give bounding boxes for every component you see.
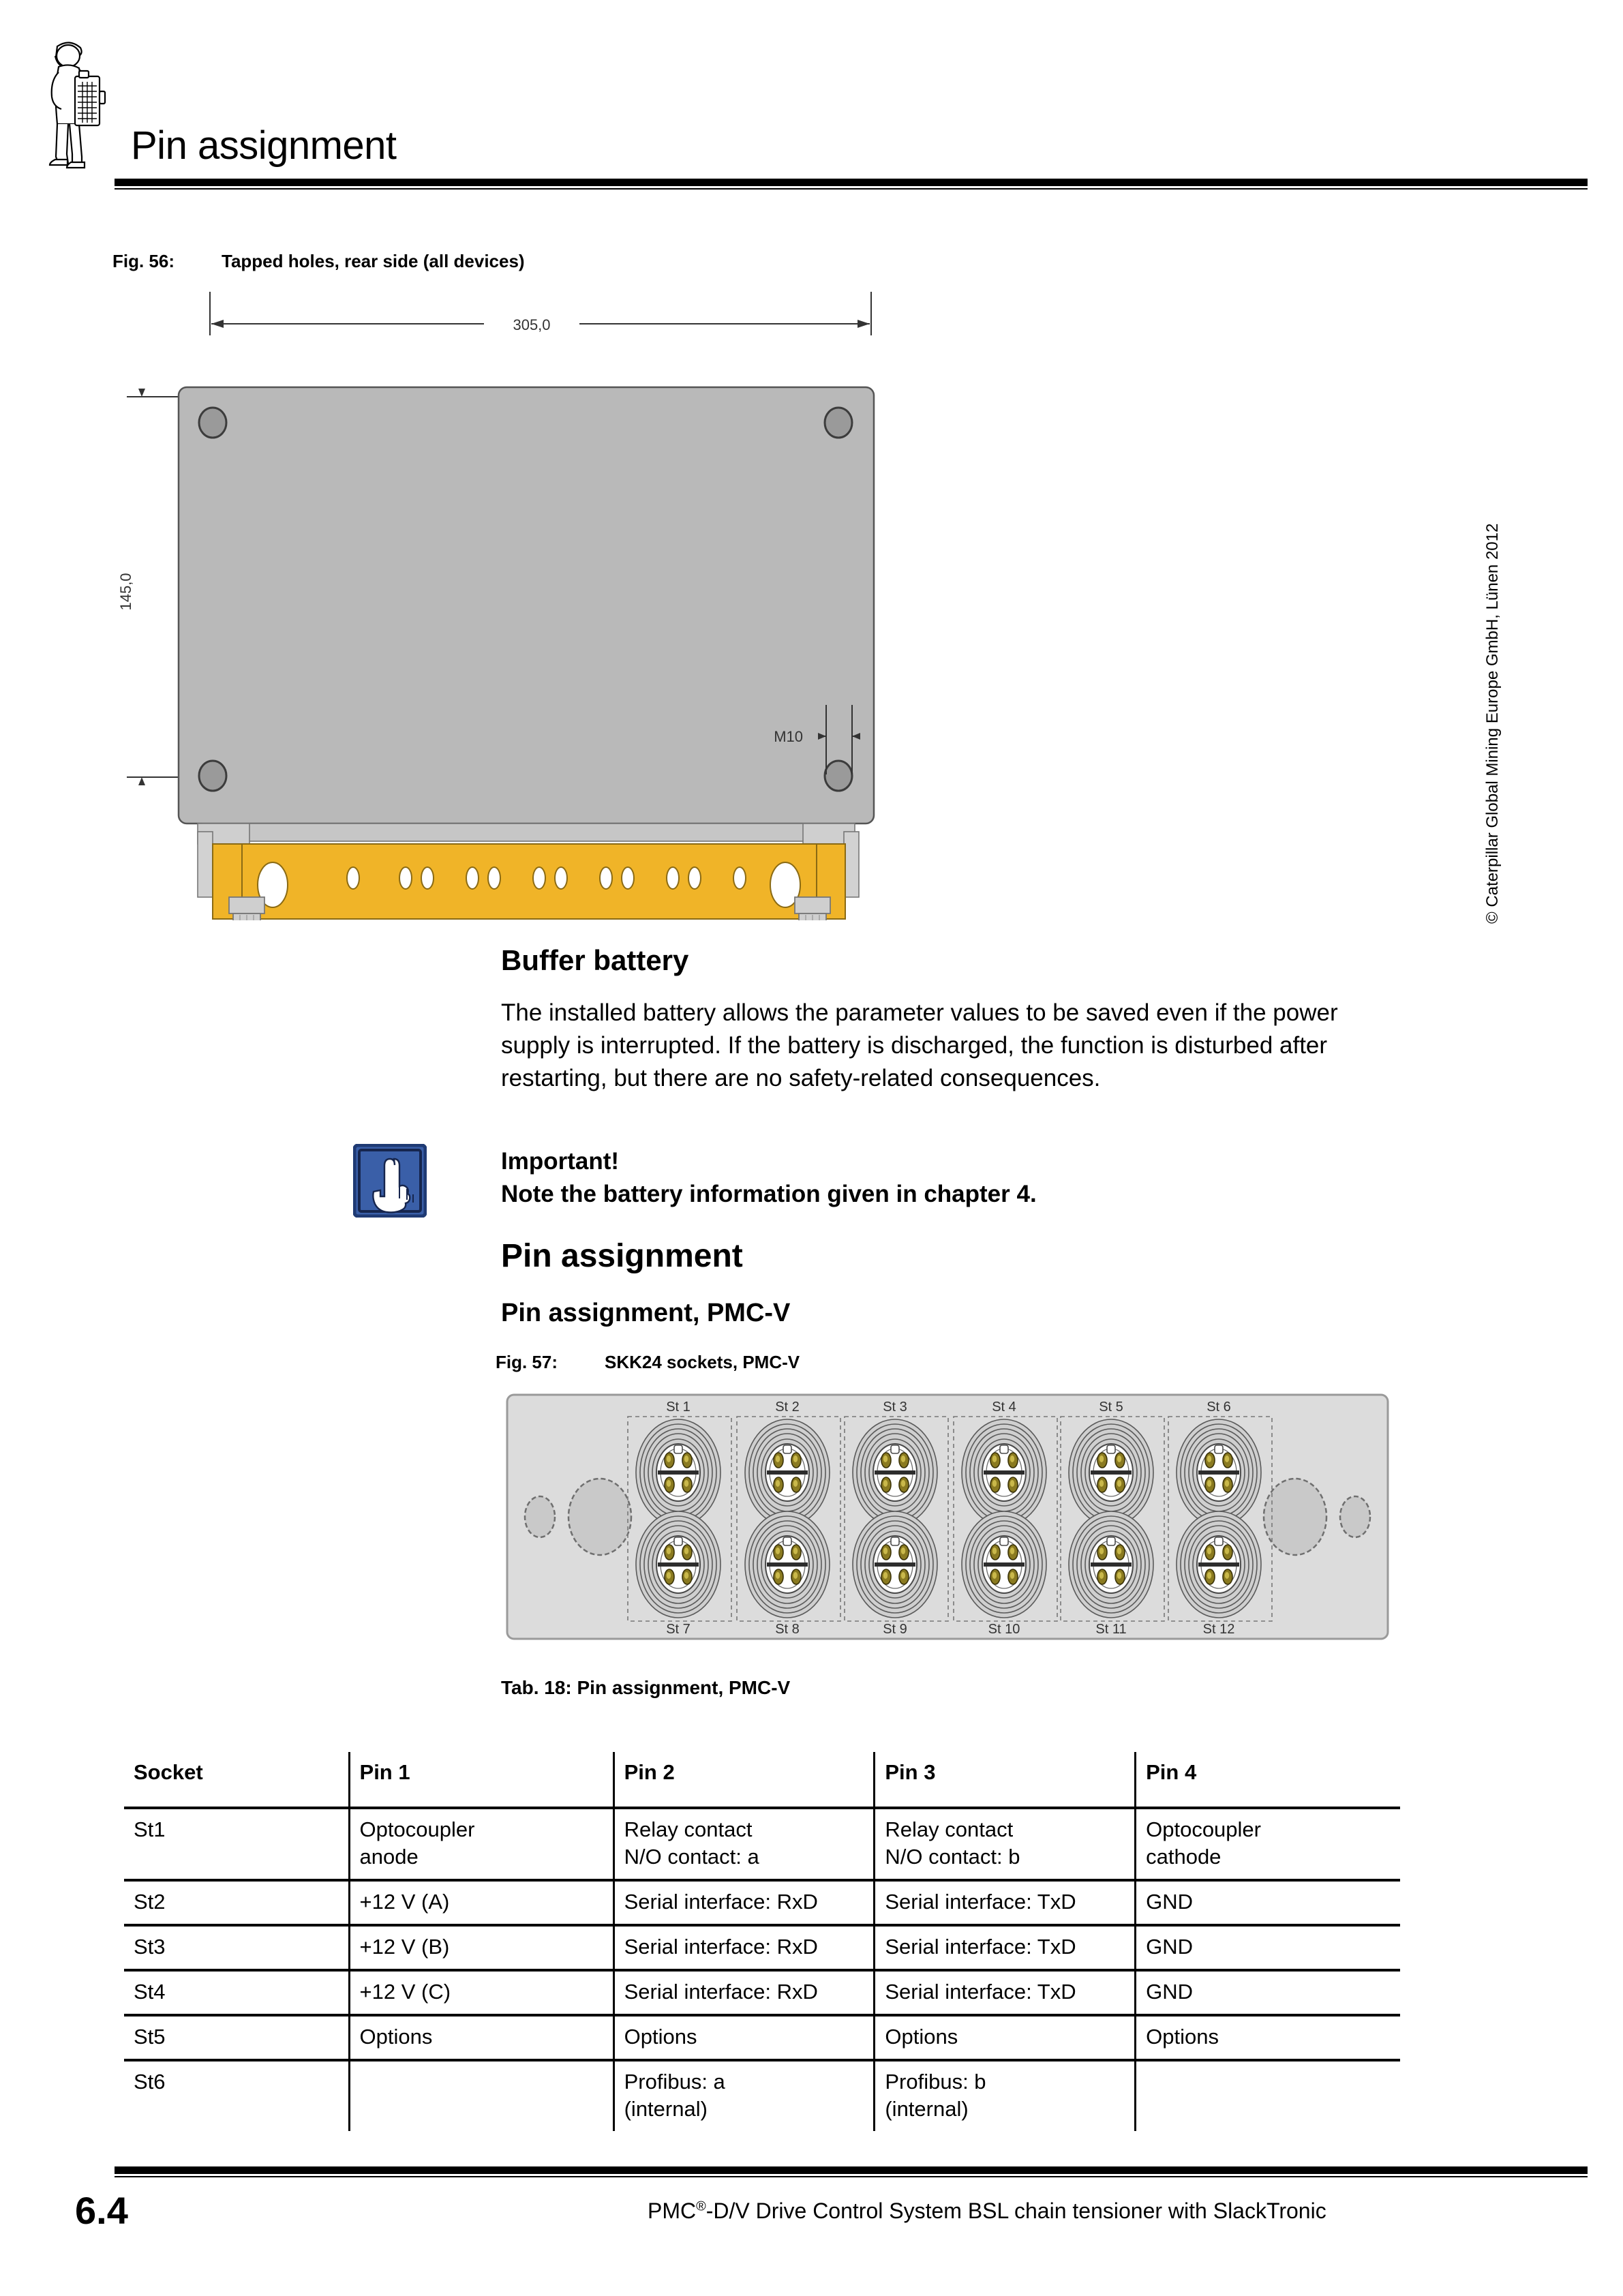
pointing-hand-icon	[353, 1144, 427, 1218]
socket-connector-st4	[962, 1419, 1046, 1526]
table-header-pin1: Pin 1	[349, 1752, 613, 1808]
svg-text:305,0: 305,0	[513, 316, 551, 333]
figure-56-number: Fig. 56:	[112, 251, 175, 271]
socket-label-st5: St 5	[1099, 1400, 1123, 1415]
header-rule-thin	[115, 188, 1588, 190]
cell-pin2: Profibus: a (internal)	[613, 2060, 875, 2131]
socket-connector-st7	[636, 1511, 721, 1618]
cell-pin4: Options	[1136, 2015, 1400, 2060]
mount-hole-left-inner	[568, 1479, 631, 1555]
mount-hole-right-inner	[1264, 1479, 1326, 1555]
cell-pin4	[1136, 2060, 1400, 2131]
cell-pin4: GND	[1136, 1880, 1400, 1925]
cell-pin3: Relay contact N/O contact: b	[875, 1808, 1136, 1880]
footer-document-title	[648, 2199, 1326, 2224]
cell-socket: St5	[124, 2015, 349, 2060]
footer-rule-thin	[115, 2176, 1588, 2177]
cell-pin3: Serial interface: TxD	[875, 1970, 1136, 2015]
cell-pin2: Options	[613, 2015, 875, 2060]
socket-connector-st8	[745, 1511, 830, 1618]
cell-socket: St3	[124, 1925, 349, 1970]
cell-pin4: GND	[1136, 1970, 1400, 2015]
pin-assignment-subheading: Pin assignment, PMC-V	[501, 1299, 791, 1327]
cell-pin3: Serial interface: TxD	[875, 1880, 1136, 1925]
cell-socket: St4	[124, 1970, 349, 2015]
figure-57-number: Fig. 57:	[496, 1352, 558, 1372]
footer-title-suffix: -D/V Drive Control System BSL chain tensioner with SlackTronic	[706, 2199, 1326, 2223]
cell-pin2: Serial interface: RxD	[613, 1880, 875, 1925]
table-header-pin2: Pin 2	[613, 1752, 875, 1808]
socket-label-st1: St 1	[666, 1400, 691, 1415]
cell-socket: St2	[124, 1880, 349, 1925]
table-18-caption: Tab. 18: Pin assignment, PMC-V	[501, 1677, 791, 1698]
figure-56-caption	[112, 251, 525, 272]
socket-connector-st2	[745, 1419, 830, 1526]
footer-page-number: 6.4	[75, 2189, 128, 2232]
figure-57-socket-panel	[504, 1391, 1391, 1643]
footer-rule	[115, 2166, 1588, 2174]
socket-label-st12: St 12	[1202, 1622, 1235, 1637]
figure-57-title: SKK24 sockets, PMC-V	[605, 1352, 800, 1372]
socket-connector-st12	[1177, 1511, 1261, 1618]
table-row	[124, 1880, 1400, 1925]
table-header-row	[124, 1752, 1400, 1808]
socket-connector-st5	[1069, 1419, 1153, 1526]
buffer-battery-paragraph: The installed battery allows the parameter values to be saved even if the power supply is interrupted. If the battery is discharged, the function is disturbed after restarting, but there are no safety-related consequences.	[501, 999, 1338, 1091]
mount-hole-right-outer	[1340, 1496, 1370, 1537]
cell-pin3: Serial interface: TxD	[875, 1925, 1136, 1970]
table-row	[124, 1808, 1400, 1880]
pin-assignment-heading: Pin assignment	[501, 1238, 743, 1274]
figure-56-title: Tapped holes, rear side (all devices)	[222, 251, 525, 271]
important-note	[501, 1145, 1387, 1211]
cell-pin3: Profibus: b (internal)	[875, 2060, 1136, 2131]
cell-pin2: Relay contact N/O contact: a	[613, 1808, 875, 1880]
socket-connector-st9	[853, 1511, 937, 1618]
socket-label-st6: St 6	[1207, 1400, 1231, 1415]
socket-label-st9: St 9	[883, 1622, 907, 1637]
cell-socket: St1	[124, 1808, 349, 1880]
cell-pin3: Options	[875, 2015, 1136, 2060]
socket-connector-st10	[962, 1511, 1046, 1618]
figure-57-caption	[496, 1352, 800, 1373]
socket-label-st4: St 4	[992, 1400, 1016, 1415]
cell-pin1	[349, 2060, 613, 2131]
cell-pin1: +12 V (B)	[349, 1925, 613, 1970]
important-label: Important!	[501, 1148, 620, 1175]
registered-trademark-icon: ®	[696, 2199, 706, 2214]
socket-connector-st6	[1177, 1419, 1261, 1526]
cell-socket: St6	[134, 2070, 166, 2094]
socket-connector-st1	[636, 1419, 721, 1526]
table-row	[124, 1970, 1400, 2015]
table-row	[124, 2060, 1400, 2131]
svg-text:M10: M10	[774, 728, 803, 745]
cell-pin2: Serial interface: RxD	[613, 1925, 875, 1970]
socket-label-st10: St 10	[988, 1622, 1020, 1637]
cell-pin2: Serial interface: RxD	[613, 1970, 875, 2015]
side-copyright: © Caterpillar Global Mining Europe GmbH, Lünen 2012	[1483, 523, 1502, 924]
table-header-pin4: Pin 4	[1136, 1752, 1400, 1808]
cell-pin1: Optocoupler anode	[349, 1808, 613, 1880]
table-row	[124, 1925, 1400, 1970]
page-title: Pin assignment	[131, 123, 397, 168]
socket-label-st8: St 8	[775, 1622, 800, 1637]
table-header-socket: Socket	[124, 1752, 349, 1808]
important-text: Note the battery information given in chapter 4.	[501, 1181, 1037, 1207]
cell-pin4: GND	[1136, 1925, 1400, 1970]
footer-title-prefix: PMC	[648, 2199, 697, 2223]
buffer-battery-heading: Buffer battery	[501, 944, 689, 976]
svg-text:145,0: 145,0	[117, 573, 134, 611]
cell-pin1: +12 V (A)	[349, 1880, 613, 1925]
height-dimension	[127, 389, 179, 785]
socket-label-st7: St 7	[666, 1622, 691, 1637]
mount-hole-left-outer	[525, 1496, 555, 1537]
socket-connector-st11	[1069, 1511, 1153, 1618]
table-header-pin3: Pin 3	[875, 1752, 1136, 1808]
socket-label-st11: St 11	[1095, 1622, 1127, 1637]
cell-pin1: +12 V (C)	[349, 1970, 613, 2015]
socket-connector-st3	[853, 1419, 937, 1526]
page-header	[0, 0, 1623, 198]
socket-label-st3: St 3	[883, 1400, 907, 1415]
socket-label-st2: St 2	[775, 1400, 800, 1415]
figure-56-drawing	[102, 286, 988, 920]
cell-pin1: Options	[349, 2015, 613, 2060]
worker-with-device-icon	[33, 33, 128, 169]
pin-assignment-table	[124, 1752, 1400, 2131]
cell-pin4: Optocoupler cathode	[1136, 1808, 1400, 1880]
table-row	[124, 2015, 1400, 2060]
header-rule	[115, 179, 1588, 186]
